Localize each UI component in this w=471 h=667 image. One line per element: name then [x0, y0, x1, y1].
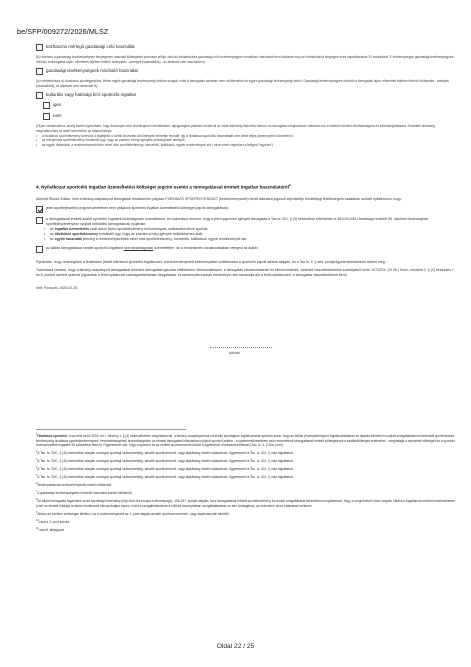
checkbox-kulturalis[interactable]	[36, 92, 43, 99]
footnote: $^7$A gazdasági tevékenységnek minősülő használat esetén kitöltendő	[36, 490, 132, 496]
footnote: $^2$A Tao. tv. 22/C. § (4c) bekezdése alapján országos sportági szakszövetség, amatőr sportszervezet, vagy alapítvány esetén választható, figyelemmel a Tao. tv. 301. § -ban foglaltakra.	[36, 450, 294, 456]
footnotes	[36, 434, 456, 536]
option-non-exclusive[interactable]: az alábbi támogatással érintett sportcélú ingatlant nem kizárólagosan üzemeltetem, de a rendelkezés vonatkozásában rétegesi az alábbi	[36, 246, 456, 253]
page-number: Oldal 22 / 25	[216, 643, 255, 650]
option-nem[interactable]	[43, 113, 456, 120]
place-date: Kelt: Poroszló, 2026.02.25.	[36, 286, 79, 291]
checkbox-no-apply[interactable]	[36, 206, 43, 213]
sec3-bullet-1: • a hivatásos sportintézmény szervezi a legfeljebb 4 szintű tervezési körülmények érintettje fennállt; így a hivatásos sportcélú használatát nem lehet teljes (amennyiben közvetlenül	[36, 133, 293, 138]
option-kozhasznu[interactable]	[36, 44, 456, 51]
footnote: $^8$Az állami támogatás fogalmáról szóló bizottsági közlemény (http://eur-lex.europa.eu/homepage), 196-197. pontjai alapján, ha a támogatással érintett sportlétesítmény és annak szolgáltatásai kérdésében meghatározó, hogy a megnövekvő nincs negatív hatása a tagállamok közötti kereskedelemre (mert az érintett földrajzi területen korlátozott ellenpróbájára képes, mivel a szolgáltatásoknak a külföldi viszonylatban szolgáltatásainak és ben kivizsgálva), az érdemben nincs hatásának keltenek.	[36, 498, 456, 509]
footnote: $^6$Vezérnyilatkozat kedvezményezett esetén kitöltendő	[36, 482, 112, 488]
footnote: $^1$Hivatásos sportolói: a sportról szóló 2004. évi I. törvény 1. § (4) bekezdésében meghatározott, a látvány-csapatsportnak minősülő sportágban foglalkoztatott sportoló azzal, hogy az állítás (érvénytelensjező foglalkoztatásban és díjazás ellenében nyújtott szolgáltatásként biztosított sportfeladatot tevékenység hivatásos sportteljesítménynek. bevezetettségének tevezettségében az érintett támogatási időszakban nyújtott sportcél jellebe - a sportmérkőzésekben való részvételnek támogatással érintett költségeknek a szállásköltségek teréletével - meghatalja a résztvétel költségeit és a sportoló érvényesítettek legalább 50 százalékát teszi ki. Figyelemmel álló, hogy a sportoló és az érintett sportszervezet között a egyértelmű munkaszerződéssel (Tao. tv. 4. § 40a. pont).	[36, 432, 455, 448]
sec4-bullet-3: • az egyéb használat jelenleg a rendezvénykezelés mivel más sportlétesítmény; koncertek, kiállítások, egyéb rendezvények stb.	[44, 237, 248, 241]
footnote: $^3$A Tao. tv. 22/C. § (4c) bekezdése alapján országos sportági szakszövetség, amatőr sportszervezet, vagy alapítvány esetén választható, figyelemmel a Tao. tv. 301. § -ban foglaltakra.	[36, 458, 294, 464]
footnote-rule	[36, 429, 186, 430]
option-gazdasagi[interactable]	[36, 68, 456, 75]
sec4-bullet-2: • az ötletkötés sportintézmény mindkettő úgy, hogy az puerten a helyi igények működéséhez alatt,	[44, 231, 204, 236]
sec3-bullet-3: • az egyéb használat: a rendezvényeszközön mivel rész sportlétesítmény; koncertek, kiállítások, egyéb rendezvények stb.) mivel ezért végeshez a leléged "egyszer")	[36, 142, 273, 147]
section-4	[36, 182, 456, 291]
option-exclusive-label: a támogatással érintett adatot sportcélú ingatlant kizárólagosan üzemeltetem, és tudomásul veszem, hogy a jelen jogcímen igényelt támogatás a Tao tv. 301. § (3) bekezdése értelmében a 651/2014/EU bizottsági rendelet 55. cikkével összhangban sportfejlesztményhez nyújtott működési támogatásnak nyújtható:	[46, 216, 429, 226]
checkbox-kozhasznu[interactable]	[36, 44, 43, 51]
option-no-apply-label: jelen sportfejlesztési program keretében nem pályázok sportcélú ingatlan üzemeltetési költségei jogcím támogatására.	[46, 205, 230, 210]
footnote: $^9$Abban az esetben szükséges kitölteni, ha a kedvezményezett az 1. pont alapján amatőr sportszervezetnek, vagy alapítványnak minősül.	[36, 511, 230, 517]
option-kozhasznu-description: (Ez esetben a gazdasági tevékenységhez ténylegesen használt költségeket pontosan jelölje, lásd az infrastruktúra gazdasági célú tevékenységére vonatkozó használati rend kiadásai meg az infrastruktúra tényleges éves kapacitásának 20 százalékát. E tevékenységek gazdasági tevékenységnek minősül a támogatás útján, ellenérték fejében történő ürülepetés - amelyek (szabadidős) - az alkalomi célú használat is)	[36, 55, 454, 64]
option-igen-label: igen	[53, 102, 62, 108]
signature-line	[210, 347, 272, 348]
checkbox-igen[interactable]	[43, 102, 50, 109]
option-gazdasagi-label: gazdasági tevékenységnek minősülő használat	[46, 68, 138, 74]
option-kulturalis-label: kulturális vagy hatósági bíró sportcélú ingatlan	[46, 92, 137, 98]
option-kulturalis[interactable]	[36, 92, 456, 99]
footnote: $^4$A Tao. tv. 22/C. § (4c) bekezdése alapján országos sportági szakszövetség, amatőr sportszervezet, vagy alapítvány esetén választható, figyelemmel a Tao. tv. 301. § -ban foglaltakra.	[36, 466, 294, 472]
checkbox-gazdasagi[interactable]	[36, 68, 43, 75]
sec3-bullet-2: • az mérgendes sportintézmény mindkettő úgy, hogy az puerten a helyi igénylés szükségesek amelyek,	[36, 138, 186, 143]
section-4-intro: Alulírott Riczkó Zoltán, mint a látvány-csapatsport támogatási rendszerben pályázó PORONIZÓ SPORTEGYESÜLET (kedvezményezett) nevét aláírásra jogosult képviselője büntetőjogi felelősségem tudatában szóbeli nyilatkozom, hogy:	[36, 196, 402, 201]
footnote: $^{10}$Lásd a 3. pont szerint	[36, 519, 70, 525]
sec4-bullet-1: • az ingatlan üzemeltetés csak akkor bármi sportlétesítmény önkormányzat, szállásából eleve sporttal,	[44, 226, 209, 231]
footnote: $^{11}$Lásd 8. lábjegyzet	[36, 527, 65, 533]
document-id: be/SFP/009272/2026/MLSZ	[17, 27, 109, 36]
section-3	[36, 44, 456, 147]
checkbox-non-exclusive[interactable]	[36, 246, 43, 253]
signature-label: aláírás	[229, 351, 240, 355]
option-nem-label: nem	[53, 113, 62, 119]
declaration-paragraph-2: Tudomásul veszem, hogy a látvány-csapatsport támogatását biztosító támogatási igazolás kiállításáról, felhasználásáról, a támogatás elszámolásának és ellenőrzésének, valamint visszafizetésének szabályairól szóló 107/2011. (VI.30.) Korm. rendelet 2. § (1) bekezdés 7. és 8. pontok szerinti számok jogosultak a fenti nyilatkozat valóságtartalmának vizsgálatára, és amennyiben annak eredménye nem támasztja alá a fenti nyilatkozatot, a támogatás visszafizetésére kerül.	[36, 268, 455, 278]
option-no-apply[interactable]	[36, 206, 456, 213]
checkbox-nem[interactable]	[43, 113, 50, 120]
option-kulturalis-description: (Olyan infrastruktúra, amely esetén igazolható, hogy funkciójuk nem elsődlegesen rendeltetésű, tájegységhez jelenték rendkívül az adott állomány-fiadvóhöz tartozó és támogatás meghatározó hatással van a hatóköri döntési dönthatóságára és sebességhatására. A tartalmi döntéség meghatározása az adott szerződőre az rátanulmánya:	[36, 124, 435, 133]
option-kozhasznu-label: közhasznú mérlegű gazdasági célú használat	[46, 44, 135, 49]
option-exclusive[interactable]	[36, 217, 456, 227]
section-4-title: 4. Nyilatkozat sportcélú ingatlan üzemeltetési költségei jogcím esetén a támogatással érintett ingatlan használatáról$^9$	[36, 183, 291, 190]
declaration-paragraph-1: Kijelentem, hogy amennyiben a fentiekben jelzett ellenkező sportcélú fogalkozást, a kedvezményezett intézményeket nyilatkozatot a sportcélú kapott adatok alapján, és a Tao tv. 4. § alta. pontja figyelembevételével tettem meg.	[36, 260, 386, 265]
footnote: $^5$A Tao. tv. 22/C. § (4c) bekezdése alapján országos sportági szakszövetség, amatőr sportszervezet, vagy alapítvány esetén választható, figyelemmel a Tao. tv. 301. § -ban foglaltakra.	[36, 474, 294, 480]
checkbox-exclusive[interactable]	[36, 217, 43, 224]
option-gazdasagi-description: (Az infrastruktúra új, hivatásos sportegyesülés, illetve egyéb gazdasági tevékenységi célokra szolgál, ezért a támogatás azonban nem csökkentheti az egyéb gazdasági tevékenységi célból. Gazdasági tevékenységnek minősül a támogatás útján, ellenérték fejében történő ürülepetés - amelyek (szabadidős), az alkalomi célú használat is)	[36, 79, 449, 88]
option-igen[interactable]	[43, 102, 456, 109]
